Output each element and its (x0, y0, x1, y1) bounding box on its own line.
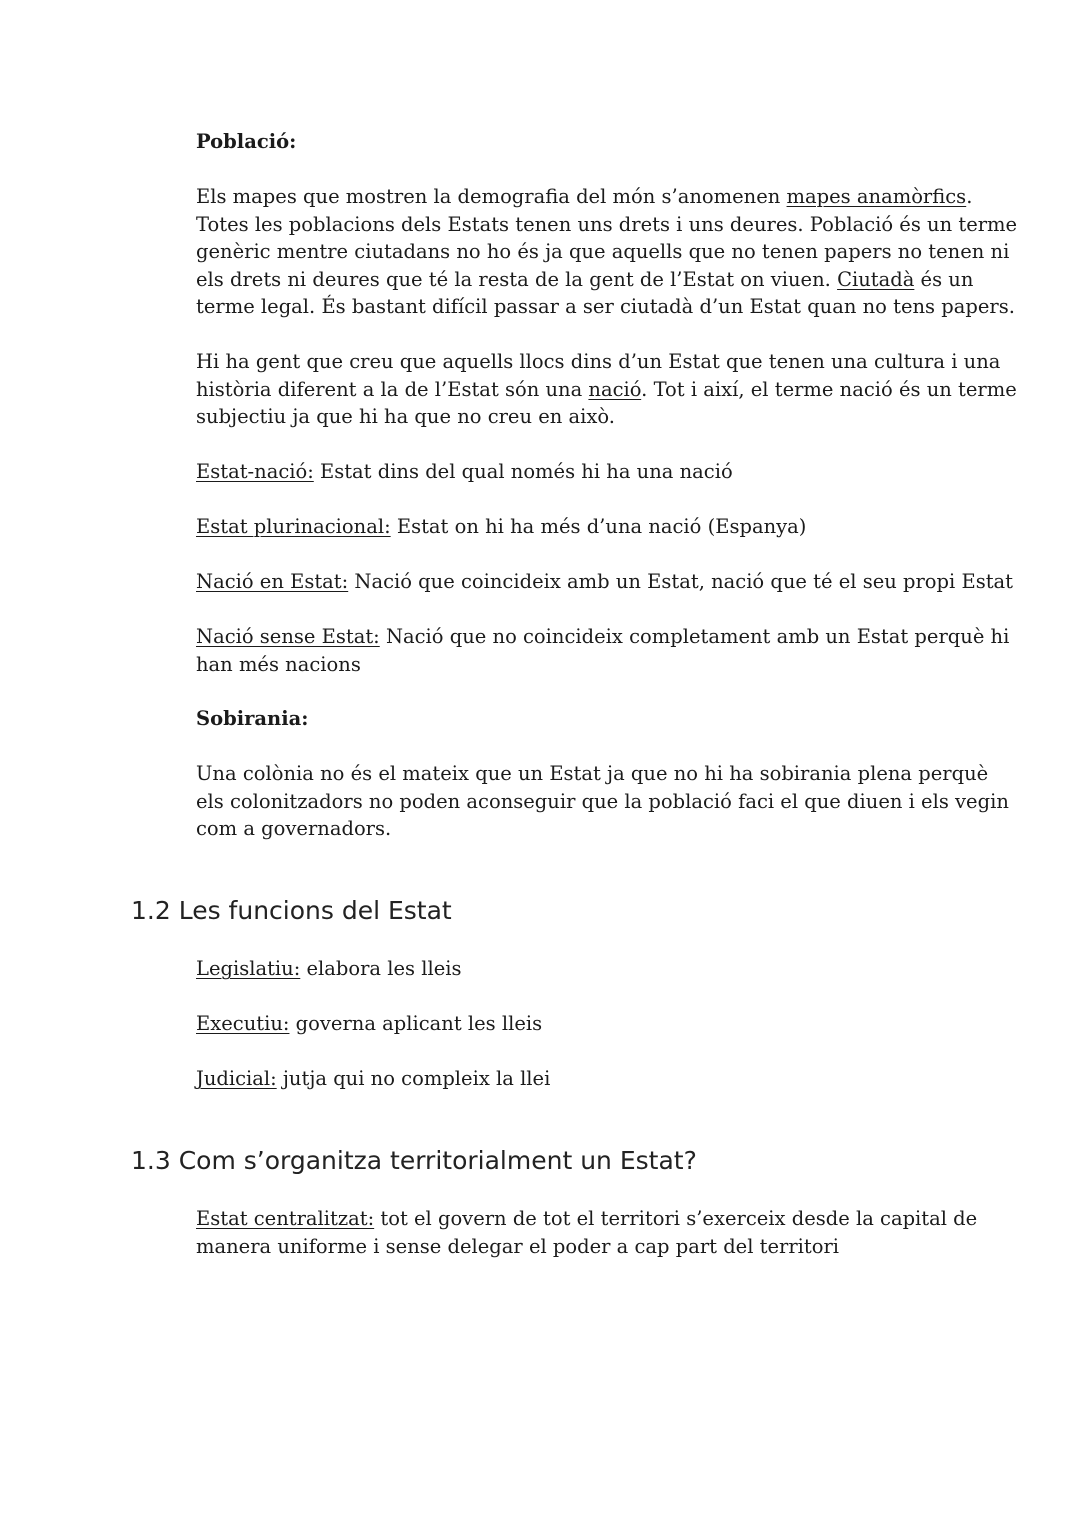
term-nacio: nació (588, 377, 642, 401)
text-line: els colonitzadors no poden aconseguir que la població faci el que diuen i els vegin (196, 789, 1009, 813)
text-line: terme legal. És bastant difícil passar a ser ciutadà d’un Estat quan no tens papers. (196, 295, 1015, 318)
text-line: com a governadors. (196, 817, 392, 840)
item-text: governa aplicant les lleis (289, 1012, 543, 1035)
text: història diferent a la de l’Estat són una (196, 377, 589, 401)
text-line: subjectiu ja que hi ha que no creu en això. (196, 405, 615, 428)
section-title-poblacio: Població: (196, 130, 297, 153)
text-line: Totes les poblacions dels Estats tenen uns drets i uns deures. Població és un terme (196, 212, 1018, 236)
definition-text: Nació que coincideix amb un Estat, nació que té el seu propi Estat (348, 570, 1014, 593)
paragraph-poblacio-1 (196, 183, 1018, 321)
heading-funcions: 1.2 Les funcions del Estat (131, 896, 452, 925)
item-executiu (196, 1010, 956, 1038)
item-text: elabora les lleis (300, 957, 462, 980)
text-line: Hi ha gent que creu que aquells llocs dins d’un Estat que tenen una cultura i una (196, 350, 1001, 373)
text: els drets ni deures que té la resta de la gent de l’Estat on viuen. (196, 267, 838, 291)
definition-estat-centralitzat (196, 1205, 978, 1260)
definition-text: Estat dins del qual només hi ha una nació (313, 460, 733, 483)
paragraph-sobirania (196, 760, 1009, 843)
definition-term: Nació en Estat: (196, 570, 349, 593)
definition-text: tot el govern de tot el territori s’exerceix desde la capital de (374, 1207, 978, 1230)
item-term: Judicial: (196, 1067, 277, 1090)
text: . Tot i així, el terme nació és un terme (641, 377, 1017, 401)
definition-text: Nació que no coincideix completament amb un Estat perquè hi (379, 625, 1010, 648)
term-mapes-anamorfics: mapes anamòrfics (786, 185, 967, 208)
text-line: genèric mentre ciutadans no ho és ja que aquells que no tenen papers no tenen ni (196, 240, 1010, 263)
definition-term: Estat plurinacional: (196, 515, 391, 538)
paragraph-poblacio-2 (196, 348, 1017, 431)
definition-nacio-sense-estat (196, 623, 1010, 678)
definition-text: han més nacions (196, 652, 361, 676)
text-line: Una colònia no és el mateix que un Estat ja que no hi ha sobirania plena perquè (196, 762, 989, 785)
definition-term: Nació sense Estat: (196, 625, 380, 648)
term-ciutada: Ciutadà (837, 267, 915, 291)
heading-organitzacio: 1.3 Com s’organitza territorialment un Estat? (131, 1146, 697, 1175)
definition-text: Estat on hi ha més d’una nació (Espanya) (390, 515, 807, 538)
section-title-sobirania: Sobirania: (196, 707, 309, 730)
definition-estat-plurinacional (196, 513, 956, 541)
item-text: jutja qui no compleix la llei (276, 1067, 551, 1090)
item-judicial (196, 1065, 956, 1093)
definition-estat-nacio (196, 458, 956, 486)
definition-text: manera uniforme i sense delegar el poder a cap part del territori (196, 1234, 840, 1258)
definition-term: Estat centralitzat: (196, 1207, 375, 1230)
text: . (966, 185, 973, 208)
item-term: Legislatiu: (196, 957, 301, 980)
text: Els mapes que mostren la demografia del món s’anomenen (196, 185, 787, 208)
definition-term: Estat-nació: (196, 460, 314, 483)
item-legislatiu (196, 955, 956, 983)
definition-nacio-en-estat (196, 568, 1014, 596)
item-term: Executiu: (196, 1012, 290, 1035)
text: és un (914, 267, 974, 291)
